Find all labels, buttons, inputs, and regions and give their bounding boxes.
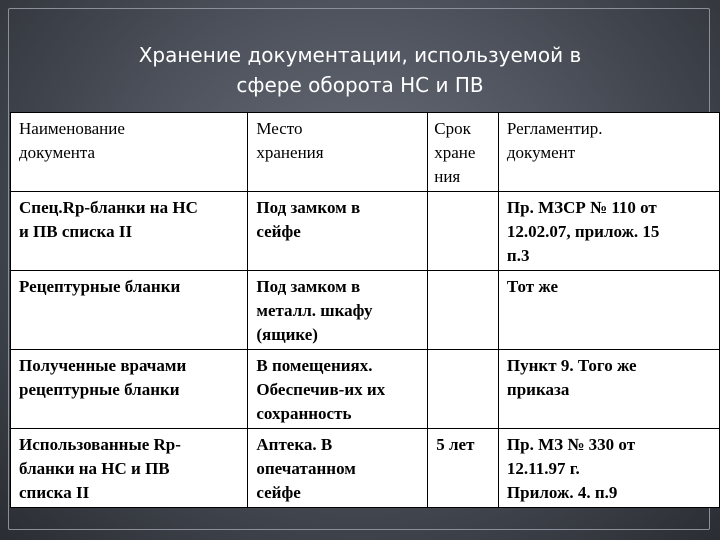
table-cell bbox=[11, 192, 248, 271]
cell-text: Полученные врачами рецептурные бланки bbox=[19, 356, 187, 399]
cell-text: Пр. МЗ № 330 от 12.11.97 г. Прилож. 4. п.9 bbox=[506, 435, 636, 502]
table-cell bbox=[498, 429, 719, 508]
table-cell bbox=[248, 192, 428, 271]
table-cell bbox=[428, 350, 499, 429]
cell-text: Использованные Rp- бланки на НС и ПВ списка II bbox=[19, 435, 181, 502]
table-row bbox=[11, 350, 720, 429]
table-cell bbox=[428, 429, 499, 508]
cell-text: Спец.Rp-бланки на НС и ПВ списка II bbox=[19, 198, 198, 241]
storage-table bbox=[10, 112, 720, 508]
slide-title bbox=[60, 40, 660, 100]
header-document-name: Наименование документа bbox=[19, 119, 125, 162]
header-cell bbox=[498, 113, 719, 192]
cell-text: Тот же bbox=[506, 277, 559, 296]
cell-text: Под замком в сейфе bbox=[256, 198, 361, 241]
table-row bbox=[11, 429, 720, 508]
cell-text: Пункт 9. Того же приказа bbox=[506, 356, 637, 399]
title-line-2: сфере оборота НС и ПВ bbox=[236, 73, 484, 97]
header-cell bbox=[248, 113, 428, 192]
table-row bbox=[11, 192, 720, 271]
cell-text: Под замком в металл. шкафу (ящике) bbox=[256, 277, 373, 344]
title-line-1: Хранение документации, используемой в bbox=[138, 43, 582, 67]
header-cell bbox=[11, 113, 248, 192]
table-cell bbox=[11, 271, 248, 350]
header-regulatory-doc: Регламентир. документ bbox=[506, 119, 603, 162]
table-cell bbox=[428, 192, 499, 271]
table-cell bbox=[498, 192, 719, 271]
header-storage-term: Срок хране ния bbox=[434, 119, 476, 186]
table-cell bbox=[498, 350, 719, 429]
table-cell bbox=[248, 350, 428, 429]
table-header-row bbox=[11, 113, 720, 192]
table-row bbox=[11, 271, 720, 350]
header-cell bbox=[428, 113, 499, 192]
header-storage-place: Место хранения bbox=[256, 119, 324, 162]
cell-text: Аптека. В опечатанном сейфе bbox=[256, 435, 356, 502]
cell-text: Рецептурные бланки bbox=[19, 277, 181, 296]
table-cell bbox=[428, 271, 499, 350]
table-cell bbox=[248, 429, 428, 508]
table-cell bbox=[498, 271, 719, 350]
cell-text: Пр. МЗСР № 110 от 12.02.07, прилож. 15 п.3 bbox=[506, 198, 660, 265]
cell-text: 5 лет bbox=[436, 435, 475, 454]
table-cell bbox=[248, 271, 428, 350]
cell-text: В помещениях. Обеспечив-их их сохранность bbox=[256, 356, 386, 423]
table-cell bbox=[11, 350, 248, 429]
table-cell bbox=[11, 429, 248, 508]
